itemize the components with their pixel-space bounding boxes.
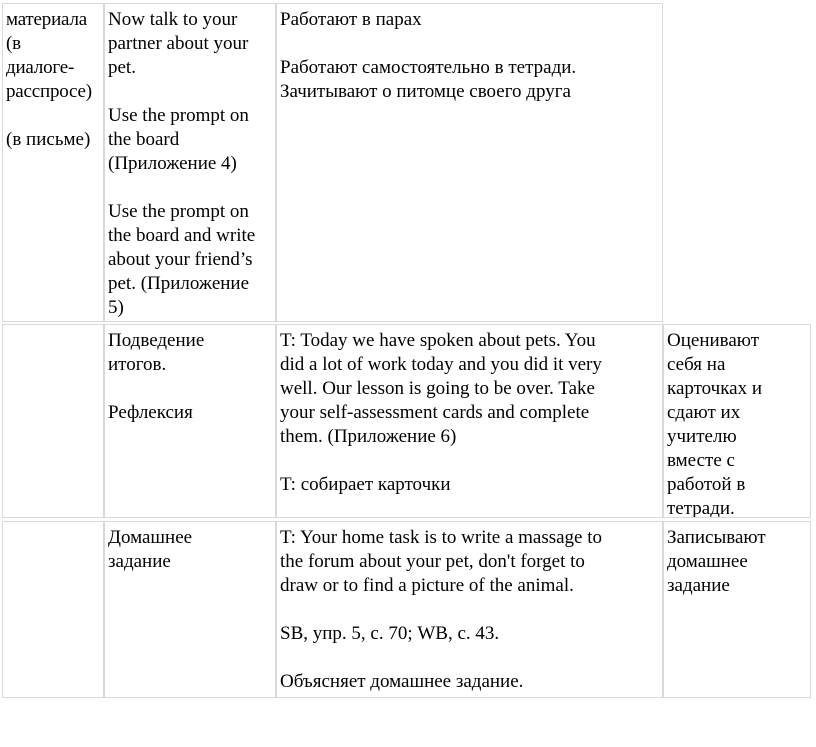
- row2-col4-cell: [663, 324, 811, 518]
- row2-col1-cell: [2, 324, 104, 518]
- row1-col3-text-2: Работают самостоятельно в тетради. Зачитывают о питомце своего друга: [280, 57, 577, 102]
- row3-col2-cell: [104, 521, 276, 698]
- row1-col2-text-2: Use the prompt on the board (Приложение 4): [108, 105, 249, 174]
- row3-col1-cell: [2, 521, 104, 698]
- row1-col1-text-1: материала (в диалоге- расспросе): [6, 9, 92, 102]
- row1-col2-text-3: Use the prompt on the board and write about your friend’s pet. (Приложение 5): [108, 201, 256, 318]
- row2-col2-text-1: Подведение итогов.: [108, 330, 205, 375]
- row3-col4-cell: [663, 521, 811, 698]
- row1-col2-cell: [104, 3, 276, 322]
- row3-col2-text-1: Домашнее задание: [108, 527, 193, 572]
- row2-col3-text-2: T: собирает карточки: [280, 474, 451, 495]
- row2-col4-text-1: Оценивают себя на карточках и сдают их учителю вместе с работой в тетради.: [667, 330, 763, 518]
- row1-col1-cell: [2, 3, 104, 322]
- row2-col2-cell: [104, 324, 276, 518]
- row2-col2-text-2: Рефлексия: [108, 402, 193, 423]
- row3-col3-text-2: SB, упр. 5, с. 70; WB, с. 43.: [280, 623, 500, 644]
- row3-col3-cell: [276, 521, 663, 698]
- row1-col3-cell: [276, 3, 663, 322]
- row2-col3-text-1: T: Today we have spoken about pets. You did a lot of work today and you did it very well. Our lesson is going to be over. Take your self-assessment cards and complete them. (Приложение 6): [280, 330, 602, 447]
- row3-col4-text-1: Записывают домашнее задание: [667, 527, 766, 596]
- row2-col3-cell: [276, 324, 663, 518]
- row3-col3-text-3: Объясняет домашнее задание.: [280, 671, 524, 692]
- row1-col1-text-2: (в письме): [6, 129, 91, 150]
- row3-col3-text-1: T: Your home task is to write a massage to the forum about your pet, don't forget to draw or to find a picture of the animal.: [280, 527, 603, 596]
- row1-col2-text-1: Now talk to your partner about your pet.: [108, 9, 249, 78]
- row1-col3-text-1: Работают в парах: [280, 9, 422, 30]
